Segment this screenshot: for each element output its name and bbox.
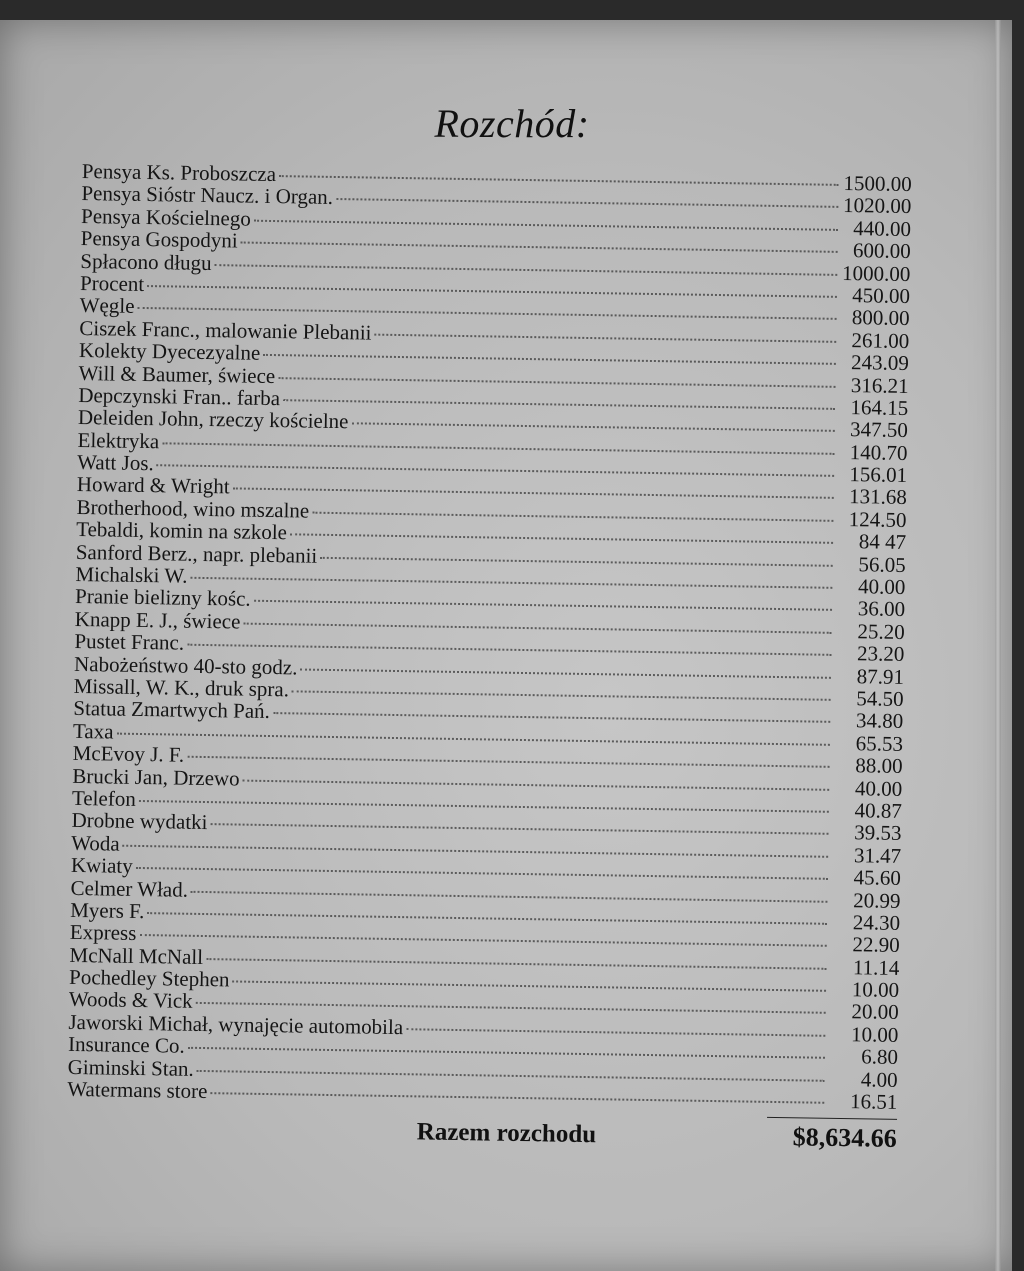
- entry-amount: 140.70: [849, 439, 908, 465]
- entry-amount: 316.21: [850, 372, 909, 398]
- dot-leader: [263, 354, 836, 365]
- entry-name: McEvoy J. F.: [72, 741, 185, 767]
- entry-amount: 10.00: [850, 1022, 899, 1047]
- entry-amount: 243.09: [850, 350, 910, 376]
- dot-leader: [320, 556, 833, 566]
- entry-name: Sanford Berz., napr. plebanii: [75, 539, 318, 568]
- dot-leader: [243, 622, 831, 633]
- entry-name: Depczynski Fran.. farba: [78, 382, 281, 411]
- entry-amount: 34.80: [855, 708, 904, 734]
- entry-amount: 800.00: [851, 305, 910, 331]
- entry-name: Kolekty Dyecezyalne: [78, 338, 261, 365]
- entry-amount: 10.00: [851, 977, 900, 1002]
- entry-amount: 45.60: [853, 865, 902, 891]
- entry-amount: 25.20: [857, 619, 905, 644]
- entry-amount: 24.30: [852, 910, 901, 935]
- entry-amount: 164.15: [850, 395, 909, 420]
- entry-name: Taxa: [72, 718, 114, 744]
- dot-leader: [292, 690, 831, 700]
- dot-leader: [188, 1047, 825, 1059]
- dot-leader: [157, 464, 834, 477]
- entry-amount: 4.00: [860, 1066, 898, 1092]
- dot-leader: [254, 600, 832, 611]
- entry-name: Woods & Vick: [68, 987, 193, 1014]
- total-value: $8,634.66: [792, 1122, 897, 1154]
- page-fold: [995, 20, 1001, 1271]
- entry-amount: 84 47: [858, 529, 907, 555]
- entry-amount: 1000.00: [841, 260, 911, 286]
- dot-leader: [139, 800, 829, 813]
- entry-name: Insurance Co.: [67, 1032, 185, 1058]
- dot-leader: [190, 577, 832, 589]
- entry-name: Missall, W. K., druk spra.: [73, 673, 290, 702]
- entry-amount: 40.87: [854, 798, 903, 823]
- dot-leader: [273, 712, 830, 723]
- entry-name: Will & Baumer, świece: [78, 360, 276, 388]
- entry-amount: 16.51: [849, 1089, 898, 1114]
- entry-name: Pensya Sióstr Naucz. i Organ.: [81, 181, 334, 210]
- expense-ledger: [67, 160, 912, 1154]
- entry-amount: 88.00: [855, 753, 903, 779]
- entry-amount: 23.20: [856, 641, 905, 667]
- dot-leader: [215, 264, 838, 276]
- entry-amount: 54.50: [856, 686, 904, 711]
- entry-amount: 20.00: [851, 999, 899, 1025]
- entry-name: Giminski Stan.: [67, 1054, 194, 1081]
- entry-amount: 39.53: [854, 820, 902, 846]
- entry-name: Knapp E. J., świece: [74, 606, 241, 634]
- entry-name: McNall McNall: [69, 942, 204, 969]
- entry-amount: 131.68: [848, 484, 907, 510]
- entry-amount: 20.99: [853, 887, 901, 913]
- entry-amount: 6.80: [861, 1044, 899, 1070]
- entry-amount: 40.00: [854, 775, 903, 801]
- entry-name: Pustet Franc.: [74, 629, 185, 655]
- dot-leader: [147, 285, 837, 298]
- entry-amount: 36.00: [857, 596, 906, 622]
- dot-leader: [336, 198, 838, 208]
- dot-leader: [206, 958, 826, 970]
- entry-name: Watt Jos.: [77, 450, 154, 476]
- expense-list: [67, 160, 912, 1113]
- entry-amount: 450.00: [852, 283, 911, 308]
- entry-amount: 56.05: [858, 551, 906, 577]
- entry-name: Watermans store: [67, 1076, 208, 1104]
- dot-leader: [147, 912, 827, 925]
- entry-amount: 31.47: [853, 842, 902, 868]
- entry-amount: 600.00: [852, 238, 911, 264]
- entry-amount: 1500.00: [843, 170, 912, 197]
- entry-amount: 261.00: [851, 327, 910, 353]
- entry-name: Express: [69, 920, 137, 946]
- dot-leader: [232, 981, 826, 992]
- dot-leader: [254, 219, 838, 230]
- entry-amount: 65.53: [855, 730, 904, 756]
- entry-name: Ciszek Franc., malowanie Plebanii: [79, 315, 372, 345]
- entry-amount: 11.14: [852, 954, 900, 980]
- entry-name: Telefon: [71, 785, 137, 811]
- entry-name: Tebaldi, komin na szkole: [76, 517, 288, 545]
- entry-name: Nabożeństwo 40-sto godz.: [73, 651, 298, 680]
- entry-amount: 156.01: [849, 462, 908, 488]
- dot-leader: [187, 644, 831, 656]
- dot-leader: [162, 442, 834, 455]
- entry-name: Pensya Gospodyni: [80, 226, 238, 253]
- entry-name: Drobne wydatki: [71, 808, 208, 835]
- entry-name: Brotherhood, wino mszalne: [76, 494, 310, 523]
- dot-leader: [136, 867, 828, 880]
- total-rule: [767, 1117, 897, 1120]
- entry-name: Statua Zmartwych Pań.: [73, 696, 271, 724]
- entry-name: Deleiden John, rzeczy kościelne: [77, 405, 349, 434]
- dot-leader: [300, 668, 831, 678]
- entry-name: Howard & Wright: [76, 472, 230, 499]
- dot-leader: [243, 779, 830, 790]
- dot-leader: [210, 823, 828, 835]
- dot-leader: [191, 890, 828, 902]
- total-label: Razem rozchodu: [416, 1118, 597, 1149]
- dot-leader: [210, 1092, 824, 1104]
- dot-leader: [241, 242, 838, 253]
- entry-amount: 347.50: [849, 417, 909, 443]
- dot-leader: [279, 175, 839, 186]
- entry-name: Myers F.: [70, 897, 145, 923]
- entry-amount: 22.90: [852, 932, 900, 958]
- entry-amount: 1020.00: [842, 193, 912, 219]
- entry-name: Brucki Jan, Drzewo: [72, 763, 240, 791]
- entry-name: Spłacono długu: [80, 248, 212, 275]
- dot-leader: [351, 423, 834, 433]
- dot-leader: [406, 1028, 825, 1037]
- dot-leader: [139, 934, 826, 947]
- entry-name: Jaworski Michał, wynajęcie automobila: [68, 1009, 404, 1039]
- entry-name: Elektryka: [77, 427, 160, 453]
- entry-name: Michalski W.: [75, 561, 188, 588]
- entry-amount: 40.00: [857, 574, 906, 600]
- dot-leader: [312, 512, 833, 522]
- entry-name: Pochedley Stephen: [68, 964, 230, 992]
- entry-name: Kwiaty: [70, 853, 133, 878]
- entry-name: Pensya Kościelnego: [80, 203, 252, 231]
- dot-leader: [278, 377, 835, 388]
- dot-leader: [197, 1070, 825, 1082]
- entry-name: Pranie bielizny kośc.: [74, 584, 251, 612]
- dot-leader: [374, 333, 836, 342]
- dot-leader: [233, 488, 834, 499]
- entry-name: Woda: [71, 830, 120, 856]
- page-title: Rozchód:: [434, 101, 590, 146]
- entry-amount: 87.91: [856, 663, 905, 689]
- entry-name: Pensya Ks. Proboszcza: [81, 159, 277, 187]
- entry-amount: 440.00: [853, 215, 912, 241]
- dot-leader: [290, 534, 833, 545]
- dot-leader: [283, 399, 835, 410]
- entry-name: Celmer Wład.: [70, 875, 189, 902]
- dot-leader: [187, 756, 829, 768]
- entry-name: Węgle: [79, 293, 135, 319]
- entry-name: Procent: [79, 270, 145, 296]
- entry-amount: 124.50: [848, 506, 907, 532]
